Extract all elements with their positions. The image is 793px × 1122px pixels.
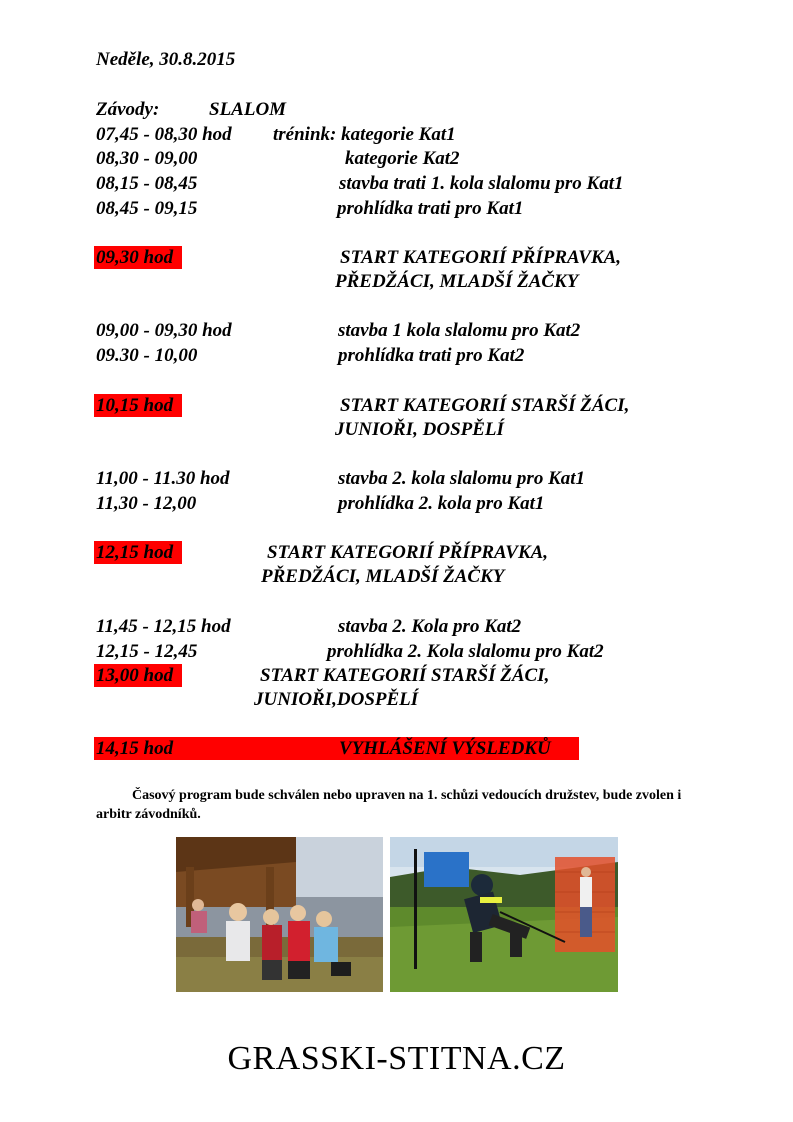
schedule-desc: stavba 1 kola slalomu pro Kat2 <box>338 320 581 341</box>
results-label: VYHLÁŠENÍ VÝSLEDKŮ <box>339 738 551 759</box>
start-line: PŘEDŽÁCI, MLADŠÍ ŽAČKY <box>261 566 505 587</box>
photo-group-image <box>176 837 383 992</box>
results-time: 14,15 hod <box>96 738 174 759</box>
schedule-time: 08,30 - 09,00 <box>96 148 198 169</box>
start-time: 12,15 hod <box>96 542 174 563</box>
schedule-desc: trénink: kategorie Kat1 <box>273 124 456 145</box>
schedule-desc: stavba trati 1. kola slalomu pro Kat1 <box>339 173 624 194</box>
start-time: 09,30 hod <box>96 247 174 268</box>
schedule-time: 11,45 - 12,15 hod <box>96 616 231 637</box>
photo-slalom <box>390 837 618 992</box>
photo-group <box>176 837 383 992</box>
start-line: START KATEGORIÍ STARŠÍ ŽÁCI, <box>340 395 630 416</box>
start-line: JUNIOŘI,DOSPĚLÍ <box>254 689 419 710</box>
schedule-desc: kategorie Kat2 <box>345 148 460 169</box>
schedule-desc: stavba 2. kola slalomu pro Kat1 <box>338 468 586 489</box>
schedule-time: 09.30 - 10,00 <box>96 345 198 366</box>
start-line: START KATEGORIÍ PŘÍPRAVKA, <box>267 542 549 563</box>
schedule-time: 08,15 - 08,45 <box>96 173 198 194</box>
schedule-desc: prohlídka 2. kola pro Kat1 <box>338 493 545 514</box>
start-line: START KATEGORIÍ STARŠÍ ŽÁCI, <box>260 665 550 686</box>
start-time: 10,15 hod <box>96 395 174 416</box>
event-label: Závody: <box>96 99 160 120</box>
schedule-time: 08,45 - 09,15 <box>96 198 198 219</box>
date: Neděle, 30.8.2015 <box>96 49 236 70</box>
schedule-desc: prohlídka trati pro Kat2 <box>338 345 525 366</box>
event-name: SLALOM <box>209 99 287 120</box>
schedule-time: 07,45 - 08,30 hod <box>96 124 232 145</box>
schedule-time: 11,30 - 12,00 <box>96 493 197 514</box>
schedule-time: 11,00 - 11.30 hod <box>96 468 230 489</box>
schedule-time: 12,15 - 12,45 <box>96 641 198 662</box>
start-line: PŘEDŽÁCI, MLADŠÍ ŽAČKY <box>335 271 579 292</box>
schedule-time: 09,00 - 09,30 hod <box>96 320 232 341</box>
schedule-desc: prohlídka 2. Kola slalomu pro Kat2 <box>327 641 604 662</box>
start-line: JUNIOŘI, DOSPĚLÍ <box>335 419 504 440</box>
footer-site: GRASSKI-STITNA.CZ <box>227 1040 566 1077</box>
program-note: Časový program bude schválen nebo upraven na 1. schůzi vedoucích družstev, bude zvolen i arbitr závodníků. <box>96 788 682 822</box>
start-line: START KATEGORIÍ PŘÍPRAVKA, <box>340 247 622 268</box>
schedule-desc: stavba 2. Kola pro Kat2 <box>338 616 522 637</box>
start-time: 13,00 hod <box>96 665 174 686</box>
schedule-desc: prohlídka trati pro Kat1 <box>337 198 524 219</box>
photo-slalom-image <box>390 837 618 992</box>
